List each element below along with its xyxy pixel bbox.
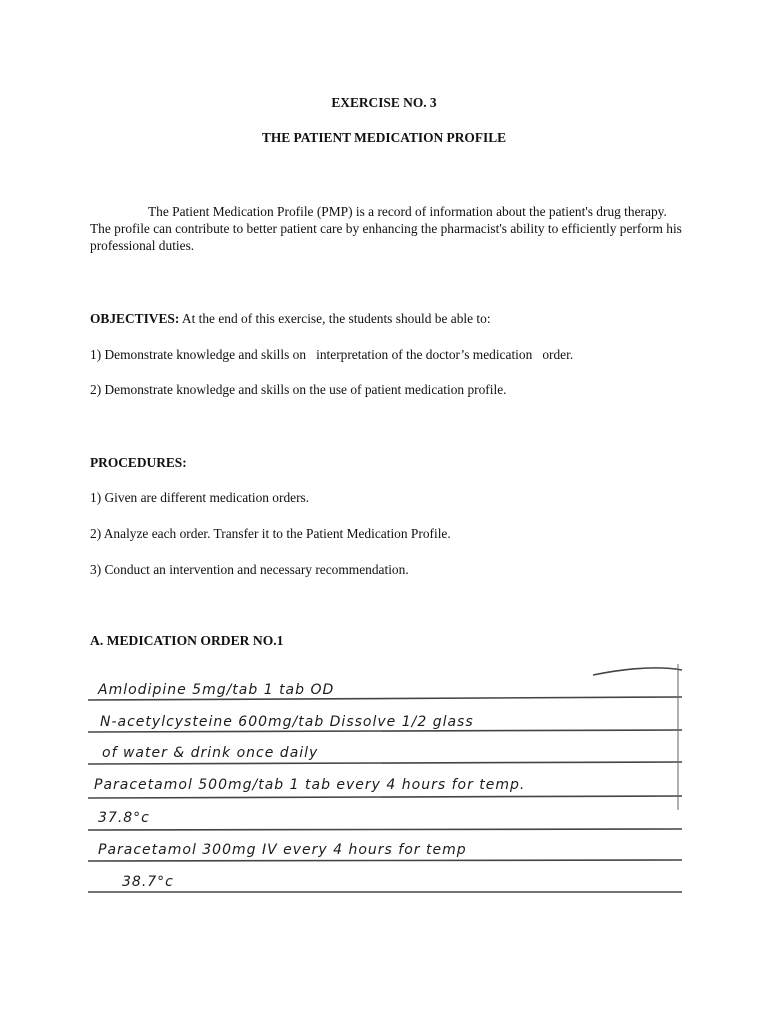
ruled-line: [88, 796, 682, 798]
procedures-label: PROCEDURES:: [90, 455, 187, 470]
ruled-line: [88, 860, 682, 861]
handwritten-line-2: N-acetylcysteine 600mg/tab Dissolve 1/2 glass: [100, 714, 474, 730]
objective-item-1: 1) Demonstrate knowledge and skills on interpretation of the doctor’s medication order.: [90, 347, 574, 362]
handwritten-prescription: [88, 660, 682, 895]
ruled-line: [88, 762, 682, 764]
document-subtitle: THE PATIENT MEDICATION PROFILE: [261, 130, 507, 145]
objective-item-2: 2) Demonstrate knowledge and skills on the use of patient medication profile.: [90, 382, 507, 397]
prescription-sheet: [88, 660, 682, 895]
handwritten-line-1: Amlodipine 5mg/tab 1 tab OD: [98, 682, 335, 698]
procedure-item-3: 3) Conduct an intervention and necessary recommendation.: [90, 562, 409, 577]
intro-paragraph: [90, 203, 690, 254]
handwritten-line-4: Paracetamol 500mg/tab 1 tab every 4 hours for temp.: [94, 777, 526, 793]
medication-order-heading: A. MEDICATION ORDER NO.1: [90, 633, 284, 648]
handwritten-line-3: of water & drink once daily: [102, 745, 319, 761]
ruled-line: [88, 829, 682, 830]
intro-text: The Patient Medication Profile (PMP) is a record of information about the patient's drug therapy. The profile can contribute to better patient care by enhancing the pharmacist's ability to efficiently perform his professional duties.: [90, 204, 682, 253]
objectives-lead: At the end of this exercise, the students should be able to:: [179, 311, 491, 326]
exercise-title: EXERCISE NO. 3: [331, 95, 437, 110]
margin-stroke: [593, 668, 682, 675]
objectives-line: [90, 311, 491, 327]
handwritten-line-6: Paracetamol 300mg IV every 4 hours for temp: [98, 842, 467, 858]
procedure-item-1: 1) Given are different medication orders.: [90, 490, 310, 505]
handwritten-line-7: 38.7°c: [122, 874, 174, 890]
handwritten-line-5: 37.8°c: [98, 810, 150, 826]
procedure-item-2: 2) Analyze each order. Transfer it to the Patient Medication Profile.: [90, 526, 451, 541]
objectives-label: OBJECTIVES:: [90, 311, 180, 326]
ruled-line: [88, 730, 682, 732]
